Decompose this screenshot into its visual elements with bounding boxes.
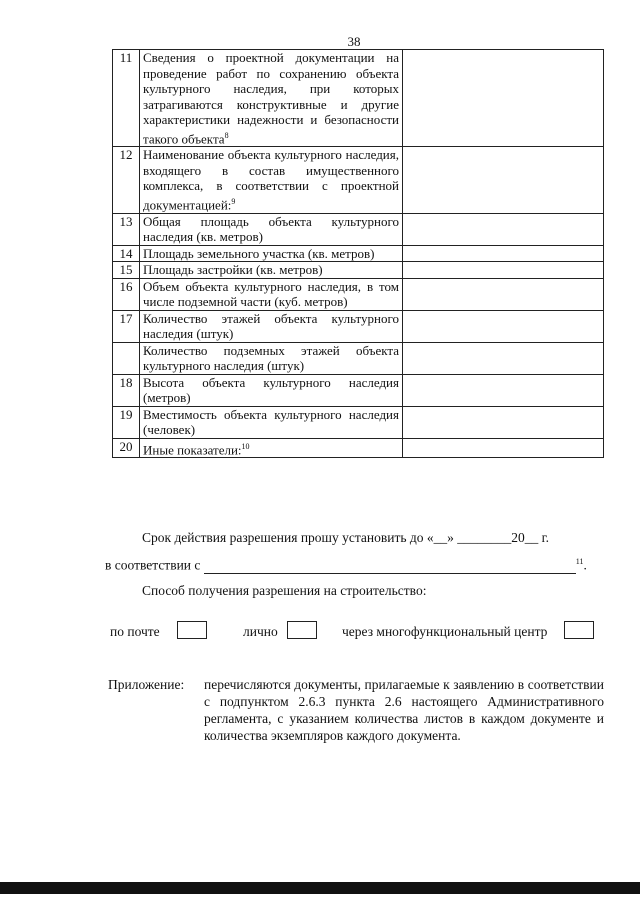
- row-number: 20: [113, 438, 140, 458]
- row-label-text: Объем объекта культурного наследия, в том числе подземной части (куб. метров): [143, 278, 399, 310]
- scan-border: [0, 882, 640, 894]
- term-line: Срок действия разрешения прошу установить до «__» ________20__ г.: [142, 530, 550, 545]
- row-label: [140, 50, 403, 147]
- row-value-cell[interactable]: [403, 213, 604, 245]
- table-row: [113, 374, 604, 406]
- footnote-ref: 8: [224, 130, 229, 140]
- accordance-line: в соответствии с $^{11}$.: [105, 557, 587, 573]
- row-number: 12: [113, 147, 140, 213]
- row-label: [140, 147, 403, 213]
- row-value-cell[interactable]: [403, 374, 604, 406]
- row-label-text: Количество подземных этажей объекта культурного наследия (штук): [143, 342, 399, 374]
- row-label-text: Количество этажей объекта культурного наследия (штук): [143, 310, 399, 342]
- method-mfc: через многофункциональный центр: [342, 624, 548, 639]
- table-row: [113, 278, 604, 310]
- method-in-person: лично: [243, 624, 278, 639]
- method-by-mail: по почте: [110, 624, 160, 639]
- table-row: [113, 147, 604, 213]
- table-row: [113, 438, 604, 458]
- row-number: 14: [113, 245, 140, 262]
- row-label: [140, 342, 403, 374]
- table-row: [113, 50, 604, 147]
- table-row: [113, 245, 604, 262]
- row-value-cell[interactable]: [403, 50, 604, 147]
- accordance-blank[interactable]: [204, 559, 576, 574]
- row-value-cell[interactable]: [403, 262, 604, 279]
- row-label-text: Иные показатели:: [143, 441, 242, 457]
- method-title: Способ получения разрешения на строительство:: [142, 583, 427, 598]
- table-row: [113, 262, 604, 279]
- row-label-text: Общая площадь объекта культурного наследия (кв. метров): [143, 213, 399, 245]
- row-value-cell[interactable]: [403, 438, 604, 458]
- row-number: 17: [113, 310, 140, 342]
- row-value-cell[interactable]: [403, 342, 604, 374]
- row-value-cell[interactable]: [403, 278, 604, 310]
- row-number: 11: [113, 50, 140, 147]
- row-label-text: Наименование объекта культурного наследия, входящего в состав имущественного комплекса, в соответствии с проектной документацией:: [143, 147, 399, 213]
- page-number: 38: [347, 34, 361, 49]
- row-label: [140, 278, 403, 310]
- row-label: [140, 213, 403, 245]
- row-label: [140, 438, 403, 458]
- row-value-cell[interactable]: [403, 147, 604, 213]
- footnote-ref: 10: [241, 441, 250, 451]
- row-label-text: Площадь земельного участка (кв. метров): [143, 245, 375, 261]
- attachment-text: перечисляются документы, прилагаемые к заявлению в соответствии с подпунктом 2.6.3 пункта 2.6 настоящего Административного регламента, с указанием количества листов в каждом документе и количества экземпляров каждого документа.: [204, 677, 604, 743]
- info-table: [112, 49, 604, 458]
- row-number: 16: [113, 278, 140, 310]
- row-number: 19: [113, 406, 140, 438]
- in-person-checkbox[interactable]: [287, 621, 317, 639]
- row-label-text: Площадь застройки (кв. метров): [143, 262, 323, 278]
- footnote-ref: 9: [231, 196, 236, 206]
- row-label-text: Сведения о проектной документации на проведение работ по сохранению объекта культурного наследия, при которых затрагиваются конструктивные и другие характеристики надежности и безопасности такого объекта: [143, 50, 399, 146]
- row-label-text: Вместимость объекта культурного наследия (человек): [143, 406, 399, 438]
- table-row: [113, 342, 604, 374]
- row-label: [140, 262, 403, 279]
- row-value-cell[interactable]: [403, 245, 604, 262]
- mfc-checkbox[interactable]: [564, 621, 594, 639]
- row-label-text: Высота объекта культурного наследия (метров): [143, 374, 399, 406]
- row-value-cell[interactable]: [403, 406, 604, 438]
- row-number: 18: [113, 374, 140, 406]
- table-row: [113, 213, 604, 245]
- table-row: [113, 310, 604, 342]
- row-value-cell[interactable]: [403, 310, 604, 342]
- attachment-label: Приложение:: [108, 677, 185, 692]
- row-label: [140, 310, 403, 342]
- table-row: [113, 406, 604, 438]
- row-label: [140, 406, 403, 438]
- row-label: [140, 374, 403, 406]
- row-label: [140, 245, 403, 262]
- by-mail-checkbox[interactable]: [177, 621, 207, 639]
- row-number: 15: [113, 262, 140, 279]
- row-number: 13: [113, 213, 140, 245]
- row-number: [113, 342, 140, 374]
